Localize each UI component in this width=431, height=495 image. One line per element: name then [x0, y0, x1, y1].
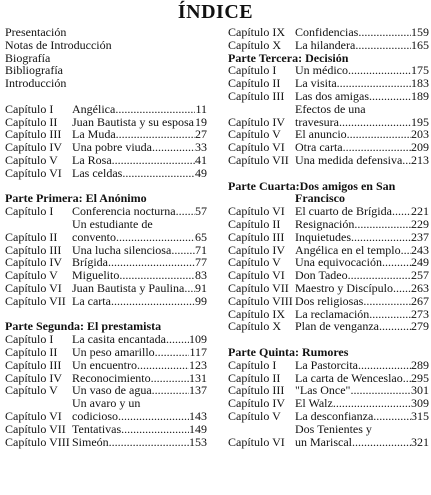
dot-leader: [184, 282, 195, 295]
chapter-title-block: [295, 423, 429, 449]
chapter-number: Capítulo II: [5, 344, 58, 359]
chapter-number: Capítulo II: [228, 370, 281, 385]
part1-chapters: [5, 205, 207, 307]
chapter-number: Capítulo III: [228, 88, 285, 103]
dot-leader: [171, 244, 195, 257]
chapter-title-block: [72, 167, 207, 180]
chapter-title: La Muda: [72, 127, 116, 142]
chapter-title-block: [295, 320, 429, 333]
chapter-number: Capítulo IV: [5, 370, 62, 385]
chapter-title-line2: [72, 410, 207, 423]
toc-entry: [5, 436, 207, 449]
intro-chapters: [5, 103, 207, 180]
chapter-title: Resignación: [295, 216, 355, 231]
dot-leader: [354, 218, 411, 231]
dot-leader: [112, 154, 195, 167]
front-matter-item: Bibliografía: [5, 63, 63, 78]
toc-entry: [5, 218, 207, 244]
page-number: 117: [189, 344, 207, 359]
part4-heading-line2: Francisco: [295, 191, 345, 206]
part2-chapters-continued: [228, 26, 429, 52]
chapter-number: Capítulo VII: [228, 152, 289, 167]
part2-chapters: [5, 333, 207, 448]
dot-leader: [122, 167, 195, 180]
chapter-number: Capítulo IV: [228, 242, 285, 257]
chapter-title: Juan Bautista y su esposa: [72, 114, 194, 129]
page-number: 123: [189, 357, 207, 372]
part2-heading: Parte Segunda: El prestamista: [5, 319, 162, 334]
page-number: 149: [189, 421, 207, 436]
chapter-title-block: [295, 282, 429, 295]
chapter-number: Capítulo VI: [228, 434, 285, 449]
toc-entry: [5, 397, 207, 423]
chapter-title-block: [295, 359, 429, 372]
page-number: 57: [195, 204, 207, 219]
chapter-number: Capítulo VII: [5, 293, 66, 308]
part1-heading: Parte Primera: El Anónimo: [5, 191, 147, 206]
chapter-number: Capítulo III: [228, 229, 285, 244]
page-number: 153: [189, 434, 207, 449]
toc-entry: [228, 154, 429, 167]
dot-leader: [116, 231, 195, 244]
spacer: [5, 90, 207, 103]
chapter-title-block: [295, 295, 429, 308]
chapter-title: La desconfianza: [295, 408, 374, 423]
chapter-number: Capítulo I: [5, 332, 54, 347]
dot-leader: [382, 256, 411, 269]
chapter-number: Capítulo I: [5, 204, 54, 219]
page-number: 257: [411, 268, 429, 283]
chapter-title-block: [72, 282, 207, 295]
chapter-title: Angélica en el templo: [295, 242, 401, 257]
chapter-number: Capítulo V: [5, 383, 58, 398]
chapter-title: travesura: [295, 114, 339, 129]
part4-chapters: [228, 205, 429, 333]
chapter-title: Juan Bautista y Paulina: [72, 280, 185, 295]
chapter-number: Capítulo IV: [228, 396, 285, 411]
page-number: 11: [195, 101, 207, 116]
chapter-title: codicioso: [72, 408, 118, 423]
chapter-title: Confidencias: [295, 25, 359, 39]
toc-entry: [228, 218, 429, 231]
chapter-number: Capítulo VIII: [228, 293, 293, 308]
page-number: 189: [411, 88, 429, 103]
chapter-number: Capítulo V: [228, 255, 281, 270]
chapter-number: Capítulo V: [5, 268, 58, 283]
dot-leader: [137, 359, 189, 372]
chapter-number: Capítulo III: [5, 127, 62, 142]
dot-leader: [152, 384, 189, 397]
dot-leader: [121, 423, 189, 436]
chapter-title-block: [295, 103, 429, 129]
page-number: 237: [411, 229, 429, 244]
dot-leader: [339, 116, 411, 129]
chapter-title-line1: Un estudiante de: [72, 216, 153, 231]
chapter-number: Capítulo VIII: [5, 434, 70, 449]
chapter-title-block: [295, 397, 429, 410]
chapter-number: Capítulo IX: [228, 25, 285, 39]
front-matter-item: Introducción: [5, 76, 67, 91]
chapter-title: Reconocimiento: [72, 370, 151, 385]
chapter-title: Simeón: [72, 434, 109, 449]
dot-leader: [352, 436, 411, 449]
page-number: 263: [411, 280, 429, 295]
chapter-title: Una lucha silenciosa: [72, 242, 172, 257]
toc-entry: [228, 423, 429, 449]
toc-entry: [5, 333, 207, 346]
chapter-number: Capítulo X: [228, 37, 281, 52]
chapter-number: Capítulo IV: [228, 114, 285, 129]
chapter-title-block: [295, 26, 429, 39]
dot-leader: [152, 141, 195, 154]
dot-leader: [351, 231, 411, 244]
chapter-title-block: [295, 231, 429, 244]
chapter-title: Tentativas: [72, 421, 122, 436]
part5-chapters: [228, 359, 429, 449]
page-number: 65: [195, 229, 207, 244]
left-column: [5, 26, 207, 448]
chapter-number: Capítulo VI: [5, 280, 62, 295]
page-number: 209: [411, 140, 429, 155]
chapter-title: Conferencia nocturna: [72, 204, 176, 219]
page-number: 27: [195, 127, 207, 142]
chapter-title: Un encuentro: [72, 357, 137, 372]
page-number: 41: [195, 152, 207, 167]
chapter-title: Angélica: [72, 101, 116, 116]
chapter-number: Capítulo IV: [5, 140, 62, 155]
toc-entry: [5, 282, 207, 295]
toc-entry: [228, 39, 429, 52]
page-number: 195: [411, 114, 429, 129]
chapter-title: La carta: [72, 293, 111, 308]
chapter-number: Capítulo X: [228, 319, 281, 334]
page-number: 159: [411, 25, 429, 39]
spacer: [228, 333, 429, 346]
page-number: 143: [189, 408, 207, 423]
page-number: 213: [411, 152, 429, 167]
dot-leader: [401, 244, 411, 257]
page-number: 175: [411, 63, 429, 78]
chapter-number: Capítulo III: [5, 242, 62, 257]
toc-entry: [228, 359, 429, 372]
dot-leader: [402, 154, 411, 167]
chapter-title: El cuarto de Brígida: [295, 204, 392, 219]
chapter-title-block: [72, 103, 207, 116]
dot-leader: [111, 295, 195, 308]
chapter-number: Capítulo III: [228, 383, 285, 398]
page-number: 243: [411, 242, 429, 257]
chapter-title: Una pobre viuda: [72, 140, 152, 155]
chapter-number: Capítulo VII: [5, 421, 66, 436]
page-number: 91: [195, 280, 207, 295]
chapter-number: Capítulo VI: [228, 140, 285, 155]
page-number: 309: [411, 396, 429, 411]
chapter-title: Un vaso de agua: [72, 383, 152, 398]
chapter-title-block: [72, 423, 207, 436]
page-number: 109: [189, 332, 207, 347]
chapter-title: Una medida defensiva: [295, 152, 403, 167]
chapter-title-block: [72, 295, 207, 308]
page-number: 249: [411, 255, 429, 270]
chapter-title: La Pastorcita: [295, 357, 358, 372]
dot-leader: [379, 320, 411, 333]
dot-leader: [358, 26, 411, 39]
chapter-number: Capítulo II: [5, 114, 58, 129]
toc-entry: [228, 295, 429, 308]
chapter-title-line1: Efectos de una: [295, 101, 366, 116]
toc-entry: [5, 167, 207, 180]
dot-leader: [115, 103, 195, 116]
toc-entry: [5, 423, 207, 436]
page-number: 229: [411, 216, 429, 231]
dot-leader: [355, 39, 411, 52]
chapter-number: Capítulo V: [228, 408, 281, 423]
toc-entry: [228, 397, 429, 410]
page-number: 301: [411, 383, 429, 398]
chapter-title: Un peso amarillo: [72, 344, 155, 359]
front-matter-item: Biografía: [5, 50, 51, 65]
chapter-title: Brígida: [72, 255, 108, 270]
chapter-number: Capítulo V: [5, 152, 58, 167]
page-number: 221: [411, 204, 429, 219]
chapter-number: Capítulo VI: [228, 268, 285, 283]
chapter-title-line1: Dos Tenientes y: [295, 421, 372, 436]
page-number: 295: [411, 370, 429, 385]
chapter-title: Un médico: [295, 63, 348, 78]
chapter-number: Capítulo IV: [5, 255, 62, 270]
index-title: ÍNDICE: [177, 1, 254, 23]
toc-entry: [5, 346, 207, 359]
dot-leader: [358, 359, 411, 372]
chapter-title: La reclamación: [295, 306, 370, 321]
toc-entry: [5, 359, 207, 372]
chapter-title-block: [72, 218, 207, 244]
toc-entry: [228, 320, 429, 333]
page-number: 279: [411, 319, 429, 334]
chapter-number: Capítulo VI: [5, 165, 62, 180]
chapter-title-block: [295, 218, 429, 231]
chapter-title-block: [72, 333, 207, 346]
dot-leader: [350, 384, 411, 397]
dot-leader: [347, 128, 411, 141]
spacer: [228, 167, 429, 180]
toc-entry: [228, 410, 429, 423]
dot-leader: [118, 410, 189, 423]
front-matter: [5, 26, 207, 90]
chapter-title: La visita: [295, 76, 337, 91]
dot-leader: [363, 295, 411, 308]
chapter-number: Capítulo II: [5, 229, 58, 244]
dot-leader: [393, 282, 411, 295]
page-number: 49: [195, 165, 207, 180]
chapter-number: Capítulo II: [228, 216, 281, 231]
page-number: 267: [411, 293, 429, 308]
chapter-title: El anuncio: [295, 127, 347, 142]
dot-leader: [176, 205, 195, 218]
chapter-title: La carta de Wenceslao: [295, 370, 403, 385]
chapter-title-block: [72, 397, 207, 423]
chapter-title: El Walz: [295, 396, 333, 411]
page-number: 165: [411, 37, 429, 52]
chapter-title-block: [295, 90, 429, 103]
toc-entry: [5, 154, 207, 167]
page-number: 321: [411, 434, 429, 449]
chapter-number: Capítulo II: [228, 76, 281, 91]
right-column: [228, 26, 429, 448]
page-number: 71: [195, 242, 207, 257]
page-number: 273: [411, 306, 429, 321]
chapter-title-block: [295, 154, 429, 167]
chapter-title-block: [295, 410, 429, 423]
part3-heading: Parte Tercera: Decisión: [228, 50, 349, 65]
chapter-title-line1: Un avaro y un: [72, 396, 141, 411]
chapter-title: Plan de venganza: [295, 319, 379, 334]
page-number: 203: [411, 127, 429, 142]
chapter-title: La hilandera: [295, 37, 356, 52]
chapter-title-line2: [295, 436, 429, 449]
page-number: 131: [189, 370, 207, 385]
chapter-title-line2: [72, 231, 207, 244]
chapter-title: convento: [72, 229, 116, 244]
chapter-title: Otra carta: [295, 140, 343, 155]
chapter-title: Miguelito: [72, 268, 120, 283]
chapter-number: Capítulo I: [228, 63, 277, 78]
chapter-number: Capítulo IX: [228, 306, 285, 321]
dot-leader: [155, 346, 190, 359]
page-number: 83: [195, 268, 207, 283]
chapter-title-block: [295, 39, 429, 52]
page-number: 183: [411, 76, 429, 91]
page-number: 289: [411, 357, 429, 372]
dot-leader: [166, 333, 189, 346]
page-number: 315: [411, 408, 429, 423]
chapter-title: un Mariscal: [295, 434, 352, 449]
chapter-title: Inquietudes: [295, 229, 351, 244]
chapter-title: La casita encantada: [72, 332, 166, 347]
chapter-title: Las celdas: [72, 165, 123, 180]
front-matter-item: Presentación: [5, 25, 67, 39]
toc-entry: [228, 90, 429, 103]
part3-chapters: [228, 64, 429, 166]
page-number: 19: [195, 114, 207, 129]
chapter-title: Don Tadeo: [295, 268, 348, 283]
toc-entry: [5, 295, 207, 308]
chapter-number: Capítulo V: [228, 127, 281, 142]
dot-leader: [151, 372, 189, 385]
dot-leader: [108, 256, 195, 269]
chapter-title: Maestro y Discípulo: [295, 280, 393, 295]
page-number: 137: [189, 383, 207, 398]
chapter-title: "Las Once": [295, 383, 351, 398]
chapter-number: Capítulo III: [5, 357, 62, 372]
chapter-number: Capítulo VI: [5, 408, 62, 423]
chapter-title: La Rosa: [72, 152, 112, 167]
chapter-title: Las dos amigas: [295, 88, 369, 103]
page-number: 99: [195, 293, 207, 308]
chapter-title-block: [72, 436, 207, 449]
dot-leader: [369, 90, 411, 103]
chapter-title-block: [72, 359, 207, 372]
dot-leader: [403, 372, 411, 385]
dot-leader: [333, 397, 411, 410]
chapter-title-block: [72, 154, 207, 167]
chapter-title: Dos religiosas: [295, 293, 364, 308]
chapter-number: Capítulo VI: [228, 204, 285, 219]
toc-entry: [5, 103, 207, 116]
toc-entry: [228, 26, 429, 39]
front-matter-item: Notas de Introducción: [5, 37, 112, 52]
page-number: 33: [195, 140, 207, 155]
chapter-number: Capítulo I: [5, 101, 54, 116]
dot-leader: [348, 64, 411, 77]
toc-entry: [228, 282, 429, 295]
dot-leader: [109, 436, 189, 449]
chapter-number: Capítulo VII: [228, 280, 289, 295]
dot-leader: [373, 410, 411, 423]
toc-entry: [228, 103, 429, 129]
page-number: 77: [195, 255, 207, 270]
dot-leader: [392, 205, 411, 218]
chapter-title-block: [72, 346, 207, 359]
toc-entry: [228, 231, 429, 244]
part4-heading: Parte Cuarta:Dos amigos en San: [228, 178, 396, 193]
chapter-title: Una equivocación: [295, 255, 382, 270]
part5-heading: Parte Quinta: Rumores: [228, 344, 349, 359]
chapter-number: Capítulo I: [228, 357, 277, 372]
